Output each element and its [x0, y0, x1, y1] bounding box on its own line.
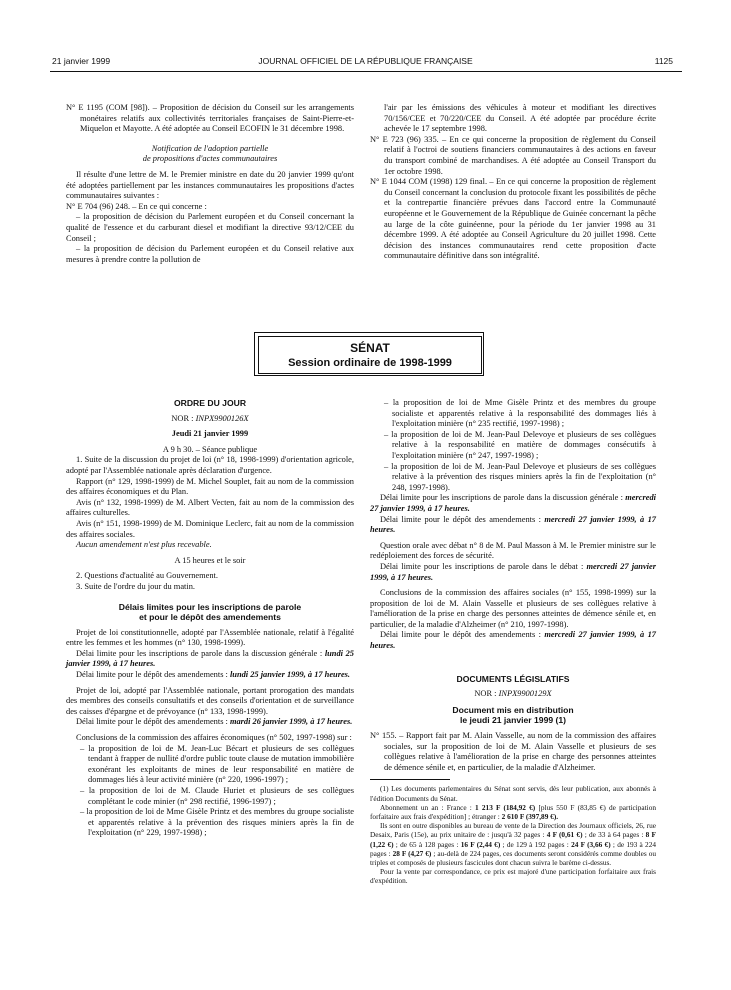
- fn-text: ; de 193 à 224 pages :: [370, 839, 657, 858]
- seance-line: A 9 h 30. – Séance publique: [162, 444, 258, 454]
- deadline-value: mercredi 27 janvier 1999, à 17 heures.: [370, 514, 656, 535]
- fn-text: Ils sont en outre disponibles au bureau de vente de la Direction des Journaux officiels, 26, rue Desaix, Paris (15e), au prix unitaire de : jusqu'à 32 pages :: [370, 821, 656, 840]
- fn-text: ; au-delà de 224 pages, ces documents seront considérés comme doubles ou triples et composés de plusieurs fascicules dont chacun suivra le barème ci-dessus.: [370, 848, 657, 868]
- header-date: 21 janvier 1999: [52, 56, 111, 66]
- proposition-delevoye-247: – la proposition de loi de M. Jean-Paul Delevoye et plusieurs de ses collègues relative à la responsabilité en matière de dommages consécutifs à l'exploitation minière (n° 247, 1997-1998) ;: [384, 429, 656, 460]
- deadline-debat: [370, 562, 656, 583]
- nor-value: INPX9900126X: [195, 413, 249, 423]
- avis-132: Avis (n° 132, 1998-1999) de M. Albert Vecten, fait au nom de la commission des affaires culturelles.: [66, 497, 354, 518]
- document-155: N° 155. – Rapport fait par M. Alain Vasselle, au nom de la commission des affaires sociales, sur la proposition de loi de M. Alain Vasselle et plusieurs de ses collègues relative à l'amélioration de la prise en charge des personnes atteintes de démence sénile et, en particulier, de la maladie d'Alzheimer.: [370, 731, 656, 772]
- no-amendment-note: Aucun amendement n'est plus recevable.: [76, 540, 212, 550]
- distribution-title-1: Document mis en distribution: [452, 704, 574, 715]
- fn-text: Abonnement un an : France :: [380, 802, 476, 812]
- fn-price: 8 F (1,22 €): [370, 830, 656, 849]
- projet-constitutionnel: Projet de loi constitutionnelle, adopté par l'Assemblée nationale, relatif à l'égalité entre les femmes et les hommes (n° 130, 1998-1999).: [66, 627, 354, 648]
- item-e723: N° E 723 (96) 335. – En ce qui concerne la proposition de règlement du Conseil relatif à l'octroi de soutiens financiers communautaires à des actions en faveur du transport combiné de marchandises. A été adoptée au Conseil Transport du 1er octobre 1998.: [370, 134, 656, 176]
- proposition-delevoye-248: – la proposition de loi de M. Jean-Paul Delevoye et plusieurs de ses collègues relative à la prévention des risques miniers après la fin de l'exploitation (n° 248, 1997-1998).: [384, 461, 656, 492]
- journal-title: JOURNAL OFFICIEL DE LA RÉPUBLIQUE FRANÇAISE: [258, 56, 473, 66]
- conclusions-155: Conclusions de la commission des affaires sociales (n° 155, 1998-1999) sur la proposition de loi de M. Alain Vasselle et plusieurs de ses collègues relative à l'amélioration de la prise en charge des personnes atteintes de démence sénile et, en particulier, de la maladie d'Alzheimer (n° 210, 1997-1998).: [370, 588, 656, 629]
- item-e704-continued: l'air par les émissions des véhicules à moteur et modifiant les directives 70/156/CEE et 70/220/CEE du Conseil. A été adoptée par procédure écrite achevée le 17 septembre 1998.: [384, 103, 656, 134]
- deadline-amend-1: [66, 670, 354, 681]
- page-header: [0, 56, 731, 70]
- nor-value: INPX9900129X: [498, 689, 552, 699]
- item-e704-a: – la proposition de décision du Parlement européen et du Conseil concernant la qualité de l'essence et du carburant diesel et modifiant la directive 93/12/CEE du Conseil ;: [66, 212, 354, 243]
- distribution-title-2: le jeudi 21 janvier 1999 (1): [459, 715, 567, 726]
- nor-line-2: [370, 689, 656, 700]
- right-column: [370, 398, 656, 886]
- notification-title-1: Notification de l'adoption partielle: [151, 143, 269, 153]
- senat-banner: [258, 336, 482, 374]
- proposition-becart: – la proposition de loi de M. Jean-Luc Bécart et plusieurs de ses collègues tendant à frapper de nullité d'ordre public toute clause de mutation immobilière exonérant les exploitants de mines de leur responsabilité en matière de dommages liés à leur activité minière (n° 220, 1996-1997) ;: [80, 743, 354, 785]
- item-e704-b: – la proposition de décision du Parlement européen et du Conseil relative aux mesures à prendre contre la pollution de: [66, 244, 354, 264]
- page-number: 1125: [654, 56, 673, 66]
- ordre-du-jour-title: ORDRE DU JOUR: [173, 398, 247, 408]
- fn-text: ; de 65 à 128 pages :: [393, 839, 461, 849]
- deadline-amend-3: [370, 515, 656, 536]
- deadline-amend-4: [370, 630, 656, 651]
- deadline-label: Délai limite pour les inscriptions de parole dans la discussion générale :: [76, 648, 325, 658]
- deadline-value: lundi 25 janvier 1999, à 17 heures.: [229, 670, 351, 680]
- top-right-column: [370, 103, 656, 262]
- fn-price: 2 610 F (397,89 €).: [501, 812, 559, 822]
- deadline-value: mercredi 27 janvier 1999, à 17 heures.: [370, 630, 656, 651]
- footnote-abonnement: [370, 803, 656, 821]
- banner-title: SÉNAT: [350, 341, 390, 355]
- delais-title-1: Délais limites pour les inscriptions de parole: [118, 601, 302, 612]
- deadline-label: Délai limite pour le dépôt des amendements :: [76, 717, 230, 727]
- proposition-printz-229: – la proposition de loi de Mme Gisèle Printz et des membres du groupe socialiste et apparentés relative à la prévention des risques miniers après la fin de l'exploitation (n° 229, 1997-1998) ;: [80, 807, 354, 838]
- deadline-parole-2: [370, 493, 656, 514]
- rapport-129: Rapport (n° 129, 1998-1999) de M. Michel Souplet, fait au nom de la commission des affaires économiques et du Plan.: [66, 476, 354, 497]
- deadline-label: Délai limite pour les inscriptions de parole dans la discussion générale :: [380, 493, 626, 503]
- agenda-item-2: 2. Questions d'actualité au Gouvernement.: [76, 571, 218, 581]
- banner-subtitle: Session ordinaire de 1998-1999: [288, 357, 452, 369]
- top-left-column: [66, 103, 354, 265]
- fn-price: 24 F (3,66 €): [571, 839, 611, 849]
- delais-title-2: et pour le dépôt des amendements: [139, 612, 281, 623]
- afternoon-session: A 15 heures et le soir: [174, 555, 246, 565]
- deadline-label: Délai limite pour les inscriptions de parole dans le débat :: [380, 561, 587, 571]
- deadline-value: mercredi 27 janvier 1999, à 17 heures.: [370, 561, 656, 582]
- notification-paragraph: Il résulte d'une lettre de M. le Premier ministre en date du 20 janvier 1999 qu'ont été adoptées partiellement par les instances communautaires les propositions d'actes communautaires suivantes :: [66, 169, 354, 201]
- conclusions-502: Conclusions de la commission des affaires économiques (n° 502, 1997-1998) sur :: [76, 733, 352, 743]
- nor-line: [66, 414, 354, 425]
- deadline-label: Délai limite pour le dépôt des amendements :: [380, 630, 545, 640]
- fn-text: ; de 33 à 64 pages :: [582, 830, 646, 840]
- deadline-label: Délai limite pour le dépôt des amendements :: [380, 514, 545, 524]
- item-e1195: N° E 1195 (COM [98]). – Proposition de décision du Conseil sur les arrangements monétaires relatifs aux collectivités territoriales françaises de Saint-Pierre-et-Miquelon et Mayotte. A été adoptée au Conseil ECOFIN le 31 décembre 1998.: [66, 103, 354, 134]
- deadline-parole-1: [66, 649, 354, 670]
- agenda-item-3: 3. Suite de l'ordre du jour du matin.: [76, 581, 195, 591]
- date-line: Jeudi 21 janvier 1999: [171, 429, 249, 439]
- deadline-value: mercredi 27 janvier 1999, à 17 heures.: [370, 493, 656, 513]
- proposition-printz-235: – la proposition de loi de Mme Gisèle Printz et des membres du groupe socialiste et apparentés relative à la responsabilité des dommages liés à l'exploitation minière (n° 235 rectifié, 1997-1998) ;: [384, 398, 656, 429]
- deadline-amend-2: [66, 717, 354, 728]
- fn-text: [plus 550 F (83,85 €) de participation forfaitaire aux frais d'expédition] ; étranger :: [370, 802, 657, 822]
- notification-title-2: de propositions d'actes communautaires: [142, 154, 278, 164]
- documents-legislatifs-title: DOCUMENTS LÉGISLATIFS: [456, 673, 570, 684]
- footnote-rule: [370, 779, 450, 780]
- fn-price: 1 213 F (184,92 €): [475, 802, 536, 812]
- fn-price: 16 F (2,44 €): [460, 839, 501, 849]
- footnote-1: (1) Les documents parlementaires du Sénat sont servis, dès leur publication, aux abonnés à l'édition Documents du Sénat.: [370, 784, 656, 803]
- proposition-huriet: – la proposition de loi de M. Claude Huriet et plusieurs de ses collègues complétant le code minier (n° 298 rectifié, 1996-1997) ;: [80, 786, 354, 806]
- nor-label: NOR :: [474, 689, 499, 699]
- deadline-label: Délai limite pour le dépôt des amendements :: [76, 670, 230, 680]
- agenda-item-1: 1. Suite de la discussion du projet de loi (n° 18, 1998-1999) d'orientation agricole, adopté par l'Assemblée nationale après déclaration d'urgence.: [66, 455, 354, 475]
- deadline-value: mardi 26 janvier 1999, à 17 heures.: [229, 717, 353, 727]
- header-rule: [50, 71, 682, 72]
- footnote-prix: [370, 821, 656, 867]
- fn-price: 4 F (0,61 €): [546, 830, 583, 840]
- question-orale-8: Question orale avec débat n° 8 de M. Paul Masson à M. le Premier ministre sur le redéploiement des forces de sécurité.: [370, 540, 656, 561]
- avis-151: Avis (n° 151, 1998-1999) de M. Dominique Leclerc, fait au nom de la commission des affaires sociales.: [66, 518, 354, 539]
- projet-prorogation: Projet de loi, adopté par l'Assemblée nationale, portant prorogation des mandats des membres des conseils consultatifs et des conseils d'orientation et de surveillance des caisses d'épargne et de prévoyance (n° 133, 1998-1999).: [66, 685, 354, 716]
- item-e1044: N° E 1044 COM (1998) 129 final. – En ce qui concerne la proposition de règlement du Conseil concernant la conclusion du protocole fixant les possibilités de pêche et la contrepartie financière prévues dans l'accord entre la Communauté européenne et le Gouvernement de la République de Guinée concernant la pêche au large de la côte guinéenne, pour la période du 1er janvier 1998 au 31 décembre 1999. A été adoptée au Conseil Agriculture du 20 juillet 1998. Cette décision des instances communautaires rend cette proposition d'acte communautaire définitive dans son intégralité.: [370, 177, 656, 261]
- fn-text: ; de 129 à 192 pages :: [500, 839, 572, 849]
- fn-price: 28 F (4,27 €): [392, 848, 432, 858]
- nor-label: NOR :: [171, 413, 196, 423]
- deadline-value: lundi 25 janvier 1999, à 17 heures.: [66, 648, 354, 669]
- item-e704: N° E 704 (96) 248. – En ce qui concerne :: [66, 201, 207, 211]
- left-column: [66, 398, 354, 839]
- footnote-correspondance: Pour la vente par correspondance, ce prix est majoré d'une participation forfaitaire aux frais d'expédition.: [370, 867, 656, 886]
